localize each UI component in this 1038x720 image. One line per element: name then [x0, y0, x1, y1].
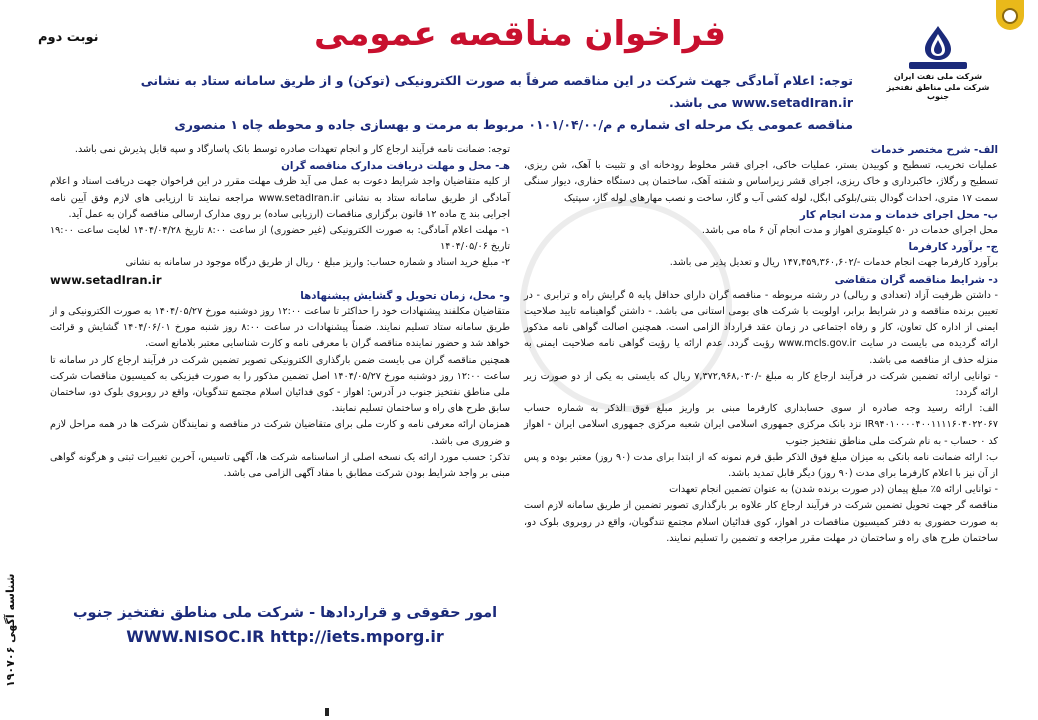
- section-he-text-3: ۲- مبلغ خرید اسناد و شماره حساب: واریز مبلغ ۰ ریال از طریق درگاه موجود در سامانه به نشانی: [125, 257, 510, 269]
- company-logo: [878, 24, 998, 101]
- section-vav-text-3: همزمان ارائه معرفی نامه و کارت ملی برای متقاضیان شرکت در مناقصه و نمایندگان شرکت ها در همه مراحل لازم و ضروری می باشد.: [50, 419, 510, 447]
- round-label: نوبت دوم: [38, 30, 99, 45]
- section-jim-text: برآورد کارفرما جهت انجام خدمات -/۱۴۷,۴۵۹,۳۶۰,۶۰۲ ریال و تعدیل پذیر می باشد.: [669, 257, 998, 269]
- section-alef-heading: الف- شرح مختصر خدمات: [870, 144, 998, 156]
- section-vav-heading: و- محل، زمان تحویل و گشایش پیشنهادها: [300, 289, 510, 302]
- left-column: [50, 142, 510, 482]
- oil-company-emblem-icon: [903, 24, 973, 70]
- section-vav-text-2: همچنین مناقصه گران می بایست ضمن بارگذاری الکترونیکی تصویر تضمین شرکت در فرآیند ارجاع کار در سامانه تا ساعت ۱۲:۰۰ روز دوشنبه مورخ ۱۴۰۴/۰۵/۲۷ اصل تضمین مذکور را به صورت فیزیکی به کمیسیون مناقصات شرکت ملی مناطق نفتخیز جنوب در آدرس: اهواز - کوی فدائیان اسلام مجتمع تندگویان، واقع در روبروی بلوک دو، ساختمان سابق طرح های راه و ساختمان تسلیم نمایند.: [50, 354, 510, 415]
- section-dal-text-6: مناقصه گر جهت تحویل تضمین شرکت در فرآیند ارجاع کار علاوه بر بارگذاری تصویر تضمین از طریق سامانه لازم است به صورت حضوری به دفتر کمیسیون مناقصات در اهواز، کوی فدائیان اسلام مجتمع تندگویان، واقع در روبروی بلوک دو، ساختمان طرح های راه و ساختمان در مهلت مقرر مراجعه و تضمین را تسلیم نمایند.: [524, 500, 998, 544]
- notice-line-2: مناقصه عمومی یک مرحله ای شماره م م/۰۱۰۱/۰۴/۰۰ مربوط به مرمت و بهسازی جاده و محوطه چاه ۱ منصوری: [174, 117, 853, 132]
- section-vav-text-1: متقاضیان مکلفند پیشنهادات خود را حداکثر تا ساعت ۱۲:۰۰ روز دوشنبه مورخ ۱۴۰۴/۰۵/۲۷ به صورت الکترونیکی و از طریق سامانه ستاد تسلیم نمایند. ضمناً پیشنهادات در ساعت ۸:۰۰ روز شنبه مورخ ۱۴۰۴/۰۶/۰۱ گشایش و قرائت خواهد شد و حضور نماینده مناقصه گران با معرفی نامه و کارت شناسایی معتبر بلامانع است.: [50, 306, 511, 350]
- section-he-heading: هـ- محل و مهلت دریافت مدارک مناقصه گران: [281, 160, 510, 173]
- ring-icon: [1002, 8, 1018, 24]
- section-dal-heading: د- شرایط مناقصه گران متقاضی: [834, 273, 998, 286]
- section-be-text: محل اجرای خدمات در ۵۰ کیلومتری اهواز و مدت انجام آن ۶ ماه می باشد.: [701, 225, 998, 237]
- footer-links[interactable]: WWW.NISOC.IR http://iets.mporg.ir: [126, 627, 444, 646]
- footer: [60, 605, 510, 646]
- page-title: فراخوان مناقصه عمومی: [313, 14, 727, 54]
- section-jim-heading: ج- برآورد کارفرما: [908, 241, 998, 254]
- bottom-marker: [325, 708, 329, 716]
- section-he-text-2: ۱- مهلت اعلام آمادگی: به صورت الکترونیکی (غیر حضوری) از ساعت ۸:۰۰ تاریخ ۱۴۰۴/۰۴/۲۸ لغایت ساعت ۱۹:۰۰ تاریخ ۱۴۰۴/۰۵/۰۶: [50, 225, 510, 253]
- notice-box: [23, 70, 853, 136]
- section-dal-text-5: - توانایی ارائه ۵٪ مبلغ پیمان (در صورت برنده شدن) به عنوان تضمین انجام تعهدات: [669, 484, 998, 496]
- ad-id-vertical: شناسه آگهی ۱۹۰۷۰۶: [4, 573, 17, 687]
- section-be-heading: ب- محل اجرای خدمات و مدت انجام کار: [799, 208, 998, 221]
- footer-department: امور حقوقی و قراردادها - شرکت ملی مناطق نفتخیز جنوب: [72, 605, 498, 621]
- section-dal-text-1: - داشتن ظرفیت آزاد (تعدادی و ریالی) در رشته مربوطه - مناقصه گران دارای حداقل پایه ۵ گرایش راه و ترابری - در تعیین برنده مناقصه و در شرایط برابر، اولویت با شرکت های بومی استانی می باشد. - داشتن گواهینامه تایید صلاحیت ایمنی از اداره کل تعاون، کار و رفاه اجتماعی در زمان عقد قرارداد الزامی است. همچنین اصالت گواهی نامه مذکور ارائه گردیده می بایست در سایت www.mcls.gov.ir رؤیت گردد. عدم ارائه یا رؤیت گواهی نامه صلاحیت ایمنی به منزله حذف از مناقصه می باشد.: [524, 289, 998, 366]
- logo-line-2: شرکت ملی مناطق نفتخیز جنوب: [886, 83, 990, 101]
- corner-tab: [996, 0, 1024, 30]
- reminder-text: تذکر: حسب مورد ارائه یک نسخه اصلی از اساسنامه شرکت ها، آگهی تاسیس، آخرین تغییرات ثبتی و هرگونه گواهی مبنی بر واجد شرایط بودن شرکت مطابق با مفاد آگهی الزامی می باشد.: [50, 451, 510, 480]
- section-he-text-1: از کلیه متقاضیان واجد شرایط دعوت به عمل می آید ظرف مهلت مقرر در این فراخوان جهت دریافت اسناد و اعلام آمادگی از طریق سامانه ستاد به نشانی www.setadIran.ir مراجعه نمایند تا ارزیابی های لازم وفق آیین نامه اجرایی بند ج ماده ۱۲ قانون برگزاری مناقصات (ارزیابی ساده) بر روی مدارک ارسالی مناقصه گران به عمل آید.: [50, 176, 510, 220]
- section-dal-text-3: الف: ارائه رسید وجه صادره از سوی حسابداری کارفرما مبنی بر واریز مبلغ فوق الذکر به شماره حساب IR۹۴۰۱۰۰۰۰۴۰۰۱۱۱۱۶۰۴۰۲۲۰۶۷ نزد بانک مرکزی جمهوری اسلامی ایران شعبه مرکزی جمهوری اسلامی ایران - اهواز کد ۰ حساب - به نام شرکت ملی مناطق نفتخیز جنوب: [524, 403, 998, 447]
- section-dal-text-2: - توانایی ارائه تضمین شرکت در فرآیند ارجاع کار به مبلغ -/۷,۳۷۲,۹۶۸,۰۳۰ ریال که بایستی به یکی از دو صورت زیر ارائه گردد:: [524, 370, 998, 399]
- section-alef-text: عملیات تخریب، تسطیح و کوبیدن بستر، عملیات خاکی، اجرای قشر مخلوط رودخانه ای و تثبیت با آهک، شن ریزی، تسطیح و رگلاژ، خاکبرداری و خاک ریزی، اجرای قشر زیراساس و شفته آهک، ساختمان پی دستگاه حفاری، دیوار سنگی سمت ۱۷ متری، احداث گودال بتنی/بلوکی ابگل، لوله کشی آب و گاز، ساخت و نصب مهارهای لوله گاز، سپتیک: [524, 160, 998, 204]
- notice-line-1: توجه: اعلام آمادگی جهت شرکت در این مناقصه صرفاً به صورت الکترونیکی (توکن) و از طریق سامانه ستاد به نشانی www.setadIran.ir می باشد.: [140, 73, 853, 110]
- right-column: [524, 142, 998, 547]
- setad-link[interactable]: www.setadIran.ir: [50, 272, 162, 287]
- logo-line-1: شرکت ملی نفت ایران: [893, 72, 983, 81]
- section-dal-text-4: ب: ارائه ضمانت نامه بانکی به میزان مبلغ فوق الذکر طبق فرم نمونه که از ابتدا برای مدت (۹۰ روز) معتبر بوده و پس از آن نیز با اعلام کارفرما برای مدت (۹۰ روز) دیگر قابل تمدید باشد.: [524, 451, 999, 480]
- guarantee-note: توجه: ضمانت نامه فرآیند ارجاع کار و انجام تعهدات صادره توسط بانک پاسارگاد و سپه قابل پذیرش نمی باشد.: [74, 144, 510, 155]
